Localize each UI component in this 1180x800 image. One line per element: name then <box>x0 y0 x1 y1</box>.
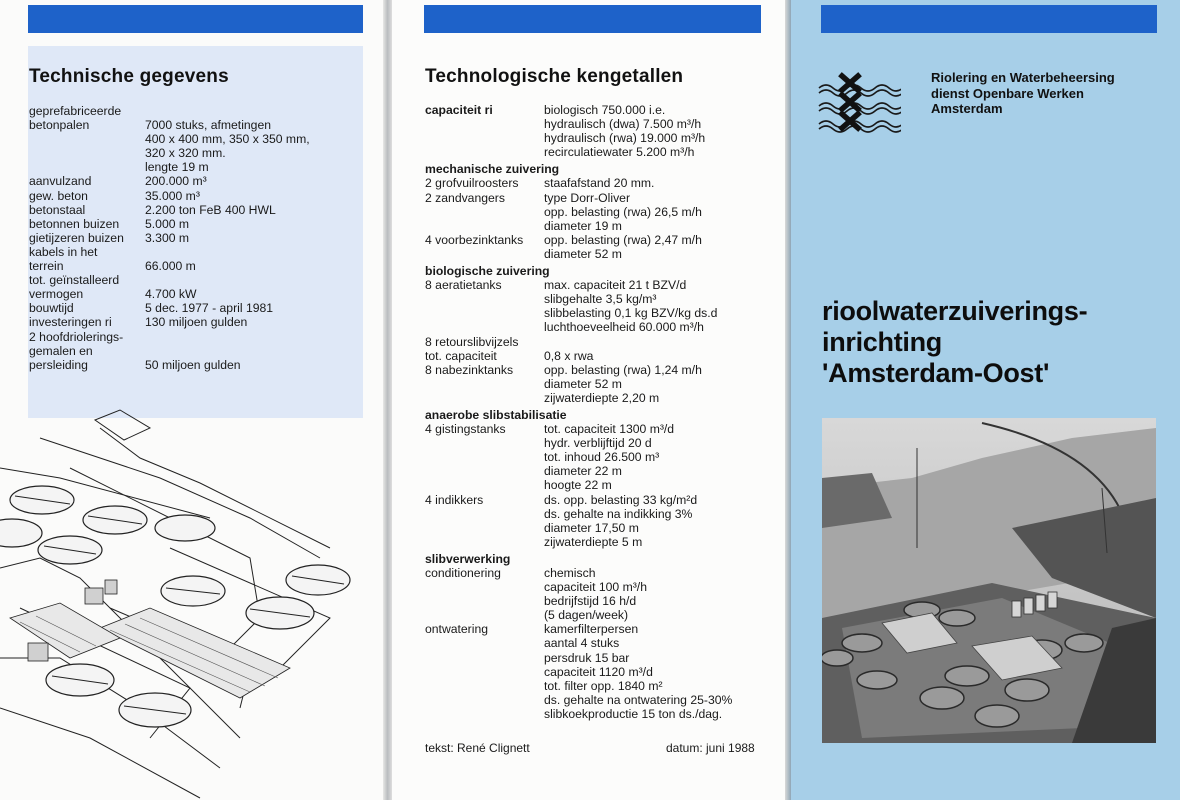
figure-value-line: diameter 22 m <box>544 464 622 479</box>
spec-label: persleiding <box>29 357 88 372</box>
spec-row <box>29 330 310 344</box>
spec-value <box>145 189 200 203</box>
figure-value <box>544 363 702 405</box>
spec-label: investeringen ri <box>29 315 112 330</box>
section-gap <box>425 721 770 724</box>
cover-title <box>822 296 1087 389</box>
spec-label: gemalen en <box>29 343 93 358</box>
fold-shadow-left <box>383 0 392 800</box>
spec-row <box>29 217 310 231</box>
figure-value-line: tot. filter opp. 1840 m² <box>544 678 663 693</box>
figure-value-line: chemisch <box>544 566 596 580</box>
figure-value-line: capaciteit 100 m³/h <box>544 580 647 595</box>
figure-value-line: ds. opp. belasting 33 kg/m²d <box>544 492 698 507</box>
footer-date: datum: juni 1988 <box>666 741 755 755</box>
spec-row <box>29 245 310 259</box>
figure-value-line: ds. gehalte na ontwatering 25-30% <box>544 692 733 707</box>
figure-value-line: slibbelasting 0,1 kg BZV/kg ds.d <box>544 306 718 321</box>
figure-row <box>425 191 770 233</box>
spec-row <box>29 118 310 174</box>
figure-value <box>544 176 654 190</box>
figure-value-line: diameter 52 m <box>544 246 622 261</box>
technological-figures-list <box>425 103 770 724</box>
spec-label: betonpalen <box>29 118 90 133</box>
spec-value <box>145 118 310 174</box>
figure-value-line: bedrijfstijd 16 h/d <box>544 594 637 609</box>
figure-value-line: persdruk 15 bar <box>544 650 630 665</box>
spec-label: aanvulzand <box>29 174 92 189</box>
spec-label: bouwtijd <box>29 301 74 316</box>
figure-value-line: kamerfilterpersen <box>544 622 639 637</box>
spec-label: tot. geïnstalleerd <box>29 273 120 288</box>
figure-label: 8 retourslibvijzels <box>425 334 519 349</box>
spec-value-line: 2.200 ton FeB 400 HWL <box>145 202 276 217</box>
cover-title-line-2: inrichting <box>822 327 942 357</box>
middle-section-title: Technologische kengetallen <box>425 66 684 87</box>
figure-label: tot. capaciteit <box>425 348 497 363</box>
figure-row <box>425 349 770 363</box>
figure-label: capaciteit ri <box>425 103 493 117</box>
spec-value-line: 4.700 kW <box>145 287 197 302</box>
figure-value-line: 0,8 x rwa <box>544 348 594 363</box>
figure-value <box>544 278 717 334</box>
figure-value-line: tot. capaciteit 1300 m³/d <box>544 422 675 437</box>
spec-value-line: 320 x 320 mm. <box>145 146 226 161</box>
figure-row <box>425 422 770 492</box>
spec-row <box>29 315 310 329</box>
cover-blue-bar <box>821 5 1157 33</box>
figure-value <box>544 493 697 549</box>
figure-value-line: hydraulisch (rwa) 19.000 m³/h <box>544 131 706 146</box>
spec-value-line: 50 miljoen gulden <box>145 357 241 372</box>
figure-value-line: hoogte 22 m <box>544 478 612 493</box>
spec-label: betonnen buizen <box>29 216 120 231</box>
figure-value-line: diameter 52 m <box>544 376 622 391</box>
figure-value-line: (5 dagen/week) <box>544 608 629 623</box>
spec-value <box>145 287 196 301</box>
section-heading: slibverwerking <box>425 551 511 566</box>
left-section-title: Technische gegevens <box>29 66 229 87</box>
figure-row <box>425 566 770 622</box>
figure-value-line: opp. belasting (rwa) 1,24 m/h <box>544 362 702 377</box>
figure-value-line: staafafstand 20 mm. <box>544 176 655 191</box>
figure-value-line: zijwaterdiepte 2,20 m <box>544 390 660 405</box>
spec-row <box>29 344 310 358</box>
figure-value-line: aantal 4 stuks <box>544 636 620 651</box>
figure-value <box>544 191 702 233</box>
figure-row <box>425 103 770 159</box>
middle-blue-bar <box>424 5 761 33</box>
spec-row <box>29 358 310 372</box>
spec-value-line: 130 miljoen gulden <box>145 315 248 330</box>
figure-value <box>544 349 593 363</box>
figure-label: 4 indikkers <box>425 492 484 507</box>
figure-label: ontwatering <box>425 622 489 637</box>
figure-value-line: hydraulisch (dwa) 7.500 m³/h <box>544 117 702 132</box>
spec-row <box>29 273 310 287</box>
figure-value-line: tot. inhoud 26.500 m³ <box>544 450 660 465</box>
spec-value-line: 5 dec. 1977 - april 1981 <box>145 301 274 316</box>
figure-value <box>544 233 702 261</box>
figure-row <box>425 363 770 405</box>
org-line-2: dienst Openbare Werken <box>931 85 1084 101</box>
spec-value-line: 3.300 m <box>145 230 190 245</box>
figure-value-line: biologisch 750.000 i.e. <box>544 103 666 117</box>
spec-value-line: 5.000 m <box>145 216 190 231</box>
figure-label: 2 zandvangers <box>425 190 505 205</box>
spec-value-line: 66.000 m <box>145 259 196 274</box>
figure-value-line: ds. gehalte na indikking 3% <box>544 506 693 521</box>
figure-value-line: diameter 19 m <box>544 218 622 233</box>
spec-value <box>145 231 189 245</box>
figure-value-line: slibgehalte 3,5 kg/m³ <box>544 292 657 307</box>
left-blue-bar <box>28 5 363 33</box>
spec-row <box>29 174 310 188</box>
spec-label: geprefabriceerde <box>29 104 122 118</box>
spec-row <box>29 189 310 203</box>
spec-value <box>145 301 273 315</box>
section-heading: biologische zuivering <box>425 264 550 279</box>
spec-value-line: 200.000 m³ <box>145 174 207 189</box>
figure-label: 4 gistingstanks <box>425 422 506 437</box>
figure-row <box>425 278 770 334</box>
spec-value-line: 35.000 m³ <box>145 188 200 203</box>
figure-row <box>425 493 770 549</box>
technical-specs-list <box>29 104 310 372</box>
spec-value <box>145 358 241 372</box>
figure-label: 2 grofvuilroosters <box>425 176 519 191</box>
figure-label: 4 voorbezinktanks <box>425 232 524 247</box>
figure-row <box>425 622 770 721</box>
spec-row <box>29 104 310 118</box>
section-heading: mechanische zuivering <box>425 162 560 177</box>
figure-value-line: recirculatiewater 5.200 m³/h <box>544 145 695 160</box>
spec-row <box>29 287 310 301</box>
figure-label: 8 nabezinktanks <box>425 362 514 377</box>
section-heading: anaerobe slibstabilisatie <box>425 407 567 422</box>
figure-label: conditionering <box>425 566 501 580</box>
figure-value-line: luchthoeveelheid 60.000 m³/h <box>544 320 704 335</box>
figure-value <box>544 422 674 492</box>
spec-value-line: lengte 19 m <box>145 160 209 175</box>
spec-row <box>29 301 310 315</box>
figure-value-line: diameter 17,50 m <box>544 520 639 535</box>
spec-label: gietijzeren buizen <box>29 230 124 245</box>
figure-value-line: zijwaterdiepte 5 m <box>544 534 643 549</box>
spec-label: kabels in het <box>29 244 98 259</box>
figure-row <box>425 176 770 190</box>
spec-value <box>145 217 189 231</box>
figure-row <box>425 335 770 349</box>
spec-label: terrein <box>29 259 64 274</box>
spec-label: betonstaal <box>29 202 86 217</box>
figure-label: 8 aeratietanks <box>425 278 502 293</box>
figure-value <box>544 566 647 622</box>
amsterdam-xxx-waves-logo-icon <box>817 70 901 136</box>
spec-value <box>145 174 207 188</box>
figure-value-line: slibkoekproductie 15 ton ds./dag. <box>544 706 723 721</box>
figure-value <box>544 103 705 159</box>
figure-value-line: type Dorr-Oliver <box>544 190 631 205</box>
figure-value-line: max. capaciteit 21 t BZV/d <box>544 278 687 293</box>
plant-isometric-drawing <box>0 408 383 800</box>
figure-value-line: capaciteit 1120 m³/d <box>544 664 653 679</box>
spec-row <box>29 259 310 273</box>
spec-label: 2 hoofdriolerings- <box>29 329 124 344</box>
org-line-3: Amsterdam <box>931 101 1003 116</box>
figure-value-line: hydr. verblijftijd 20 d <box>544 436 652 451</box>
left-panel <box>0 0 383 800</box>
spec-label: gew. beton <box>29 188 88 203</box>
figure-row <box>425 233 770 261</box>
spec-value <box>145 259 196 273</box>
spec-value-line: 400 x 400 mm, 350 x 350 mm, <box>145 132 310 147</box>
organisation-name <box>931 70 1115 117</box>
spec-value <box>145 203 276 217</box>
cover-title-line-1: rioolwaterzuiverings- <box>822 296 1088 326</box>
footer-author: tekst: René Clignett <box>425 741 530 755</box>
org-line-1: Riolering en Waterbeheersing <box>931 70 1115 85</box>
spec-value-line: 7000 stuks, afmetingen <box>145 118 272 133</box>
spec-row <box>29 231 310 245</box>
spec-value <box>145 315 247 329</box>
spec-label: vermogen <box>29 287 84 302</box>
spec-row <box>29 203 310 217</box>
cover-title-line-3: 'Amsterdam-Oost' <box>822 358 1050 388</box>
figure-value <box>544 622 732 721</box>
aerial-photo-treatment-plant <box>822 418 1156 743</box>
figure-value-line: opp. belasting (rwa) 26,5 m/h <box>544 204 702 219</box>
figure-value-line: opp. belasting (rwa) 2,47 m/h <box>544 232 702 247</box>
